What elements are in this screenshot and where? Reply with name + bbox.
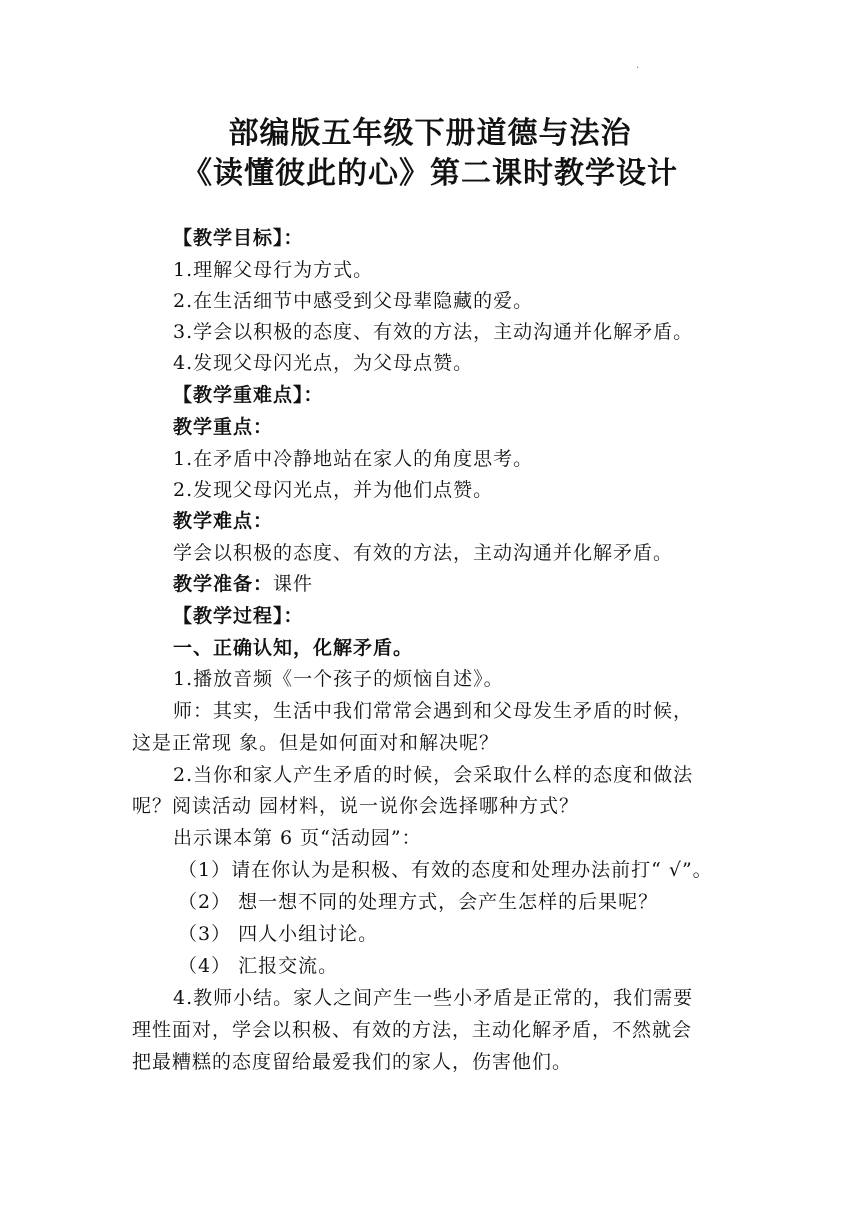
goal-item: 2.在生活细节中感受到父母辈隐藏的爱。: [173, 290, 534, 312]
goal-item: 4.发现父母闪光点，为父母点赞。: [173, 352, 474, 374]
prep-text: 课件: [273, 573, 314, 595]
textbook-note: 出示课本第 6 页“活动园”：: [173, 827, 422, 849]
key-point-item: 1.在矛盾中冷静地站在家人的角度思考。: [173, 448, 534, 470]
teacher-line-1: 师：其实，生活中我们常常会遇到和父母发生矛盾的时候，: [173, 700, 694, 722]
summary-line-3: 把最糟糕的态度留给最爱我们的家人，伤害他们。: [132, 1051, 573, 1073]
goal-item: 1.理解父母行为方式。: [173, 259, 374, 281]
sub-item: （4） 汇报交流。: [178, 955, 339, 977]
page-mark: .: [636, 60, 640, 71]
key-heading: 【教学重难点】：: [173, 384, 324, 406]
sub-item: （3） 四人小组讨论。: [178, 923, 379, 945]
summary-line-1: 4.教师小结。家人之间产生一些小矛盾是正常的，我们需要: [173, 987, 694, 1009]
step-1: 1.播放音频《一个孩子的烦恼自述》。: [173, 668, 504, 690]
title-line-2: 《读懂彼此的心》第二课时教学设计: [182, 156, 678, 191]
difficulty-text: 学会以积极的态度、有效的方法，主动沟通并化解矛盾。: [173, 542, 674, 564]
step-2-line-2: 呢？阅读活动 园材料，说一说你会选择哪种方式？: [132, 795, 580, 817]
summary-line-2: 理性面对，学会以积极、有效的方法，主动化解矛盾，不然就会: [132, 1019, 693, 1041]
step-2-line-1: 2.当你和家人产生矛盾的时候，会采取什么样的态度和做法: [173, 764, 694, 786]
difficulty-label: 教学难点：: [173, 510, 274, 532]
prep-row: [173, 572, 313, 596]
goal-item: 3.学会以积极的态度、有效的方法，主动沟通并化解矛盾。: [173, 321, 694, 343]
process-heading: 【教学过程】：: [173, 605, 304, 627]
prep-label: 教学准备：: [173, 573, 274, 595]
teacher-line-2: 这是正常现 象。但是如何面对和解决呢？: [132, 732, 500, 754]
sub-item: （1）请在你认为是积极、有效的态度和处理办法前打“ √”。: [178, 859, 713, 881]
key-points-label: 教学重点：: [173, 416, 274, 438]
title-line-1: 部编版五年级下册道德与法治: [228, 116, 632, 151]
goals-heading: 【教学目标】：: [173, 227, 304, 249]
sub-item: （2） 想一想不同的处理方式，会产生怎样的后果呢？: [178, 891, 659, 913]
section-1-title: 一、正确认知，化解矛盾。: [173, 637, 414, 659]
key-point-item: 2.发现父母闪光点，并为他们点赞。: [173, 479, 494, 501]
